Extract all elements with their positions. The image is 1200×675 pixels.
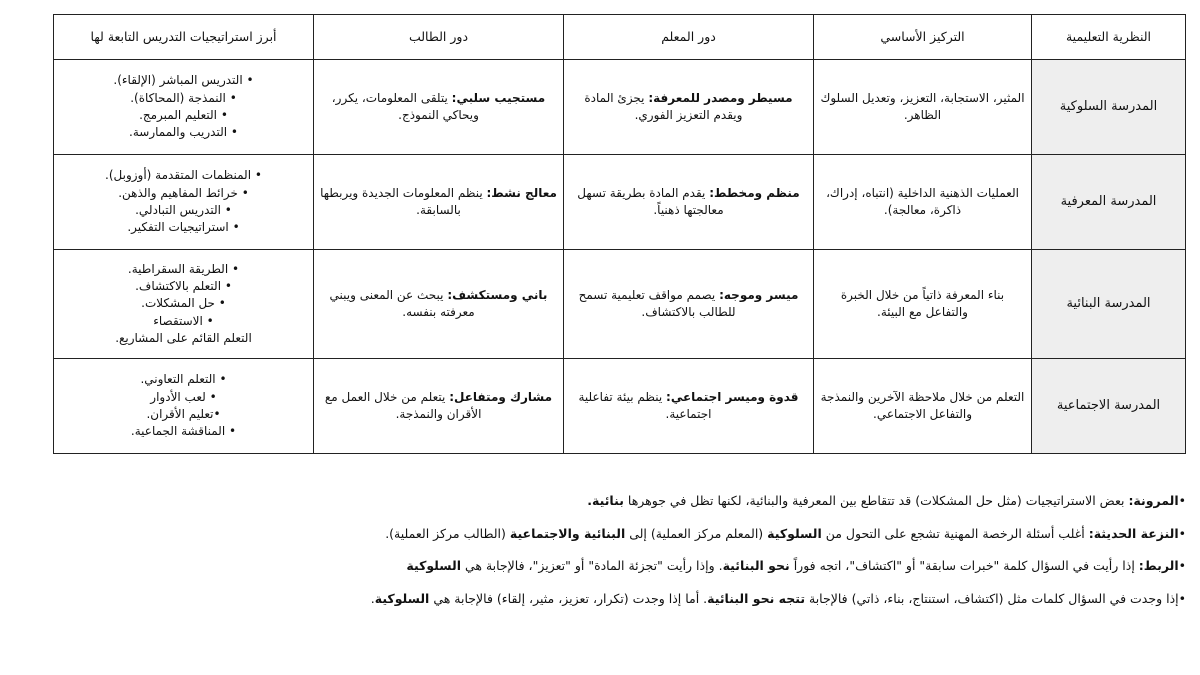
list-item: • التعلم بالاكتشاف. bbox=[135, 278, 232, 293]
theories-table-container bbox=[54, 14, 1186, 454]
header-student-role: دور الطالب bbox=[314, 15, 564, 60]
table-row-social-learning bbox=[54, 359, 1186, 454]
student-role-lead: مستجيب سلبي: bbox=[451, 90, 546, 105]
strategies-cell bbox=[54, 155, 314, 250]
list-item: • التعليم المبرمج. bbox=[139, 108, 228, 122]
teacher-role-lead: منظم ومخطط: bbox=[709, 185, 800, 200]
theory-cell: المدرسة الاجتماعية bbox=[1032, 359, 1186, 454]
teacher-role-text: ينظم بيئة تفاعلية اجتماعية. bbox=[578, 389, 712, 421]
note-text: (المعلم مركز العملية) إلى bbox=[625, 525, 768, 541]
note-flexibility bbox=[54, 492, 1186, 510]
student-role-cell bbox=[314, 359, 564, 454]
header-teacher-role: دور المعلم bbox=[564, 15, 814, 60]
table-row-cognitivism bbox=[54, 155, 1186, 250]
theory-cell: المدرسة السلوكية bbox=[1032, 60, 1186, 155]
list-item: • استراتيجيات التفكير. bbox=[127, 220, 240, 235]
list-item: • التعلم التعاوني. bbox=[140, 372, 227, 387]
theories-table bbox=[53, 14, 1186, 454]
teacher-role-text: يقدم المادة بطريقة تسهل معالجتها ذهنياً. bbox=[577, 185, 724, 217]
note-bold: السلوكية bbox=[374, 590, 430, 606]
note-bold: السلوكية bbox=[767, 525, 822, 541]
list-item: • النمذجة (المحاكاة). bbox=[130, 90, 237, 105]
teacher-role-text: يجزئ المادة ويقدم التعزيز الفوري. bbox=[584, 90, 743, 122]
list-item: • الطريقة السقراطية. bbox=[127, 261, 240, 276]
strategies-cell bbox=[54, 60, 314, 155]
bullet-icon: • bbox=[1178, 493, 1186, 508]
note-bold: السلوكية bbox=[406, 558, 461, 573]
teacher-role-cell bbox=[564, 60, 814, 155]
list-item: • خرائط المفاهيم والذهن. bbox=[118, 185, 249, 200]
note-bold: بنائية. bbox=[587, 493, 624, 508]
strategies-cell bbox=[54, 359, 314, 454]
teacher-role-lead: ميسر وموجه: bbox=[719, 287, 799, 302]
table-row-constructivism bbox=[54, 250, 1186, 359]
note-modern-trend bbox=[54, 525, 1186, 543]
bullet-icon: • bbox=[1178, 558, 1186, 573]
teacher-role-cell bbox=[564, 155, 814, 250]
student-role-text: ينظم المعلومات الجديدة ويربطها بالسابقة. bbox=[320, 185, 483, 217]
list-item: • التدريب والممارسة. bbox=[129, 125, 238, 140]
student-role-text: يتلقى المعلومات، يكرر، ويحاكي النموذج. bbox=[331, 90, 479, 122]
list-item: • المناقشة الجماعية. bbox=[130, 424, 237, 439]
list-item: • لعب الأدوار bbox=[150, 389, 217, 404]
teacher-role-cell bbox=[564, 359, 814, 454]
table-header-row bbox=[54, 15, 1186, 60]
notes-section bbox=[54, 492, 1186, 622]
focus-cell: بناء المعرفة ذاتياً من خلال الخبرة والتفاعل مع البيئة. bbox=[814, 250, 1032, 359]
list-item: • التدريس المباشر (الإلقاء). bbox=[113, 73, 254, 88]
strategies-list bbox=[60, 371, 307, 441]
focus-cell: المثير، الاستجابة، التعزيز، وتعديل السلوك الظاهر. bbox=[814, 60, 1032, 155]
list-item: • المنظمات المتقدمة (أوزوبل). bbox=[105, 168, 262, 183]
note-bold: تتجه نحو البنائية bbox=[707, 590, 806, 606]
list-item: التعلم القائم على المشاريع. bbox=[115, 331, 252, 346]
list-item: •تعليم الأقران. bbox=[146, 407, 221, 421]
student-role-text: يبحث عن المعنى ويبني معرفته بنفسه. bbox=[329, 287, 475, 319]
bullet-icon: • bbox=[1178, 590, 1186, 606]
student-role-text: يتعلم من خلال العمل مع الأقران والنمذجة. bbox=[324, 389, 482, 421]
strategies-list bbox=[60, 261, 307, 348]
theory-cell: المدرسة البنائية bbox=[1032, 250, 1186, 359]
note-text: إذا رأيت في السؤال كلمة "خبرات سابقة" أو "اكتشاف"، اتجه فوراً bbox=[789, 558, 1139, 573]
note-text: إذا وجدت في السؤال كلمات مثل (اكتشاف، استنتاج، بناء، ذاتي) فالإجابة bbox=[805, 590, 1179, 606]
strategies-list bbox=[60, 72, 307, 142]
focus-cell: التعلم من خلال ملاحظة الآخرين والنمذجة والتفاعل الاجتماعي. bbox=[814, 359, 1032, 454]
strategies-list bbox=[60, 167, 307, 237]
theory-cell: المدرسة المعرفية bbox=[1032, 155, 1186, 250]
note-lead: الربط: bbox=[1138, 558, 1179, 573]
teacher-role-lead: قدوة وميسر اجتماعي: bbox=[666, 389, 799, 404]
note-keywords bbox=[54, 590, 1186, 608]
table-row-behaviorism bbox=[54, 60, 1186, 155]
student-role-cell bbox=[314, 250, 564, 359]
note-lead: المرونة: bbox=[1128, 493, 1179, 508]
note-bold: البنائية والاجتماعية bbox=[509, 525, 626, 541]
student-role-lead: باني ومستكشف: bbox=[447, 287, 548, 302]
teacher-role-text: يصمم مواقف تعليمية تسمح للطالب بالاكتشاف. bbox=[578, 287, 736, 319]
list-item: • التدريس التبادلي. bbox=[135, 203, 232, 217]
note-text: . أما إذا وجدت (تكرار، تعزيز، مثير، إلقاء) فالإجابة هي bbox=[429, 590, 708, 606]
header-theory: النظرية التعليمية bbox=[1032, 15, 1186, 60]
note-text: . bbox=[370, 590, 375, 606]
strategies-cell bbox=[54, 250, 314, 359]
header-focus: التركيز الأساسي bbox=[814, 15, 1032, 60]
focus-cell: العمليات الذهنية الداخلية (انتباه، إدراك، ذاكرة، معالجة). bbox=[814, 155, 1032, 250]
list-item: • الاستقصاء bbox=[153, 313, 214, 328]
teacher-role-lead: مسيطر ومصدر للمعرفة: bbox=[648, 90, 793, 105]
note-lead: النزعة الحديثة: bbox=[1088, 525, 1179, 541]
note-text: . وإذا رأيت "تجزئة المادة" أو "تعزيز"، فالإجابة هي bbox=[460, 558, 723, 573]
teacher-role-cell bbox=[564, 250, 814, 359]
student-role-lead: مشارك ومتفاعل: bbox=[449, 389, 553, 404]
bullet-icon: • bbox=[1178, 525, 1186, 541]
note-linking bbox=[54, 557, 1186, 575]
note-text: أغلب أسئلة الرخصة المهنية تشجع على التحول من bbox=[821, 525, 1089, 541]
student-role-cell bbox=[314, 155, 564, 250]
note-text: (الطالب مركز العملية). bbox=[385, 525, 510, 541]
note-text: بعض الاستراتيجيات (مثل حل المشكلات) قد تتقاطع بين المعرفية والبنائية، لكنها تظل في جوهرها bbox=[623, 493, 1129, 508]
student-role-cell bbox=[314, 60, 564, 155]
list-item: • حل المشكلات. bbox=[141, 296, 226, 311]
header-strategies: أبرز استراتيجيات التدريس التابعة لها bbox=[54, 15, 314, 60]
student-role-lead: معالج نشط: bbox=[486, 185, 557, 200]
note-bold: نحو البنائية bbox=[722, 558, 790, 573]
